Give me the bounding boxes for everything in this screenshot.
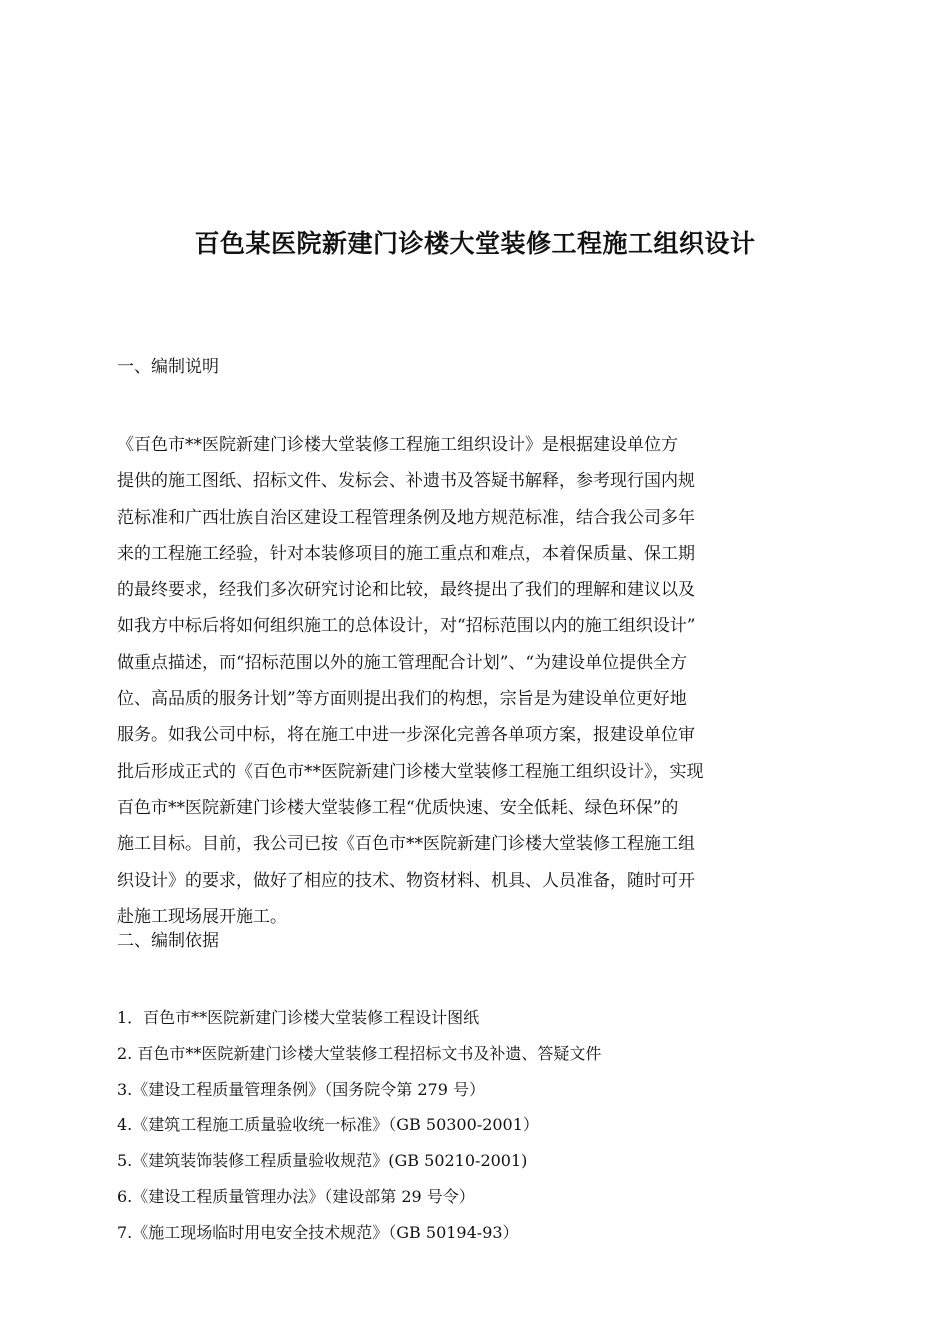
paragraph-line: 百色市**医院新建门诊楼大堂装修工程“优质快速、安全低耗、绿色环保”的 <box>117 797 679 818</box>
paragraph-line: 的最终要求，经我们多次研究讨论和比较，最终提出了我们的理解和建议以及 <box>117 580 695 601</box>
list-item: 7.《施工现场临时用电安全技术规范》（GB 50194-93） <box>117 1222 519 1242</box>
compilation-basis-list <box>117 1000 817 1251</box>
document-title: 百色某医院新建门诊楼大堂装修工程施工组织设计 <box>194 229 756 258</box>
list-item: 2. 百色市**医院新建门诊楼大堂装修工程招标文书及补遗、答疑文件 <box>117 1043 602 1063</box>
paragraph-line: 提供的施工图纸、招标文件、发标会、补遗书及答疑书解释，参考现行国内规 <box>117 471 695 492</box>
paragraph-line: 如我方中标后将如何组织施工的总体设计，对“招标范围以内的施工组织设计” <box>117 616 696 637</box>
list-item: 5.《建筑装饰装修工程质量验收规范》(GB 50210-2001) <box>117 1151 528 1171</box>
list-item: 1．百色市**医院新建门诊楼大堂装修工程设计图纸 <box>117 1008 480 1027</box>
compilation-notes-paragraph <box>117 427 807 935</box>
paragraph-line: 批后形成正式的《百色市**医院新建门诊楼大堂装修工程施工组织设计》，实现 <box>117 761 704 782</box>
paragraph-line: 范标准和广西壮族自治区建设工程管理条例及地方规范标准，结合我公司多年 <box>117 507 695 528</box>
list-item: 4.《建筑工程施工质量验收统一标准》（GB 50300-2001） <box>117 1115 539 1135</box>
list-item: 6.《建设工程质量管理办法》（建设部第 29 号令） <box>117 1186 475 1206</box>
paragraph-line: 织设计》的要求，做好了相应的技术、物资材料、机具、人员准备，随时可开 <box>117 870 695 891</box>
list-item: 3.《建设工程质量管理条例》（国务院令第 279 号） <box>117 1079 485 1099</box>
section-heading-compilation-notes: 一、编制说明 <box>117 357 219 377</box>
paragraph-line: 服务。如我公司中标，将在施工中进一步深化完善各单项方案，报建设单位审 <box>117 725 695 746</box>
paragraph-line: 来的工程施工经验，针对本装修项目的施工重点和难点，本着保质量、保工期 <box>117 543 695 564</box>
paragraph-line: 做重点描述，而“招标范围以外的施工管理配合计划”、“为建设单位提供全方 <box>117 652 688 673</box>
paragraph-line: 赴施工现场展开施工。 <box>117 906 287 927</box>
paragraph-line: 施工目标。目前，我公司已按《百色市**医院新建门诊楼大堂装修工程施工组 <box>117 834 695 855</box>
paragraph-line: 《百色市**医院新建门诊楼大堂装修工程施工组织设计》是根据建设单位方 <box>117 435 678 455</box>
section-heading-compilation-basis: 二、编制依据 <box>117 931 219 951</box>
paragraph-line: 位、高品质的服务计划”等方面则提出我们的构想，宗旨是为建设单位更好地 <box>117 689 687 710</box>
